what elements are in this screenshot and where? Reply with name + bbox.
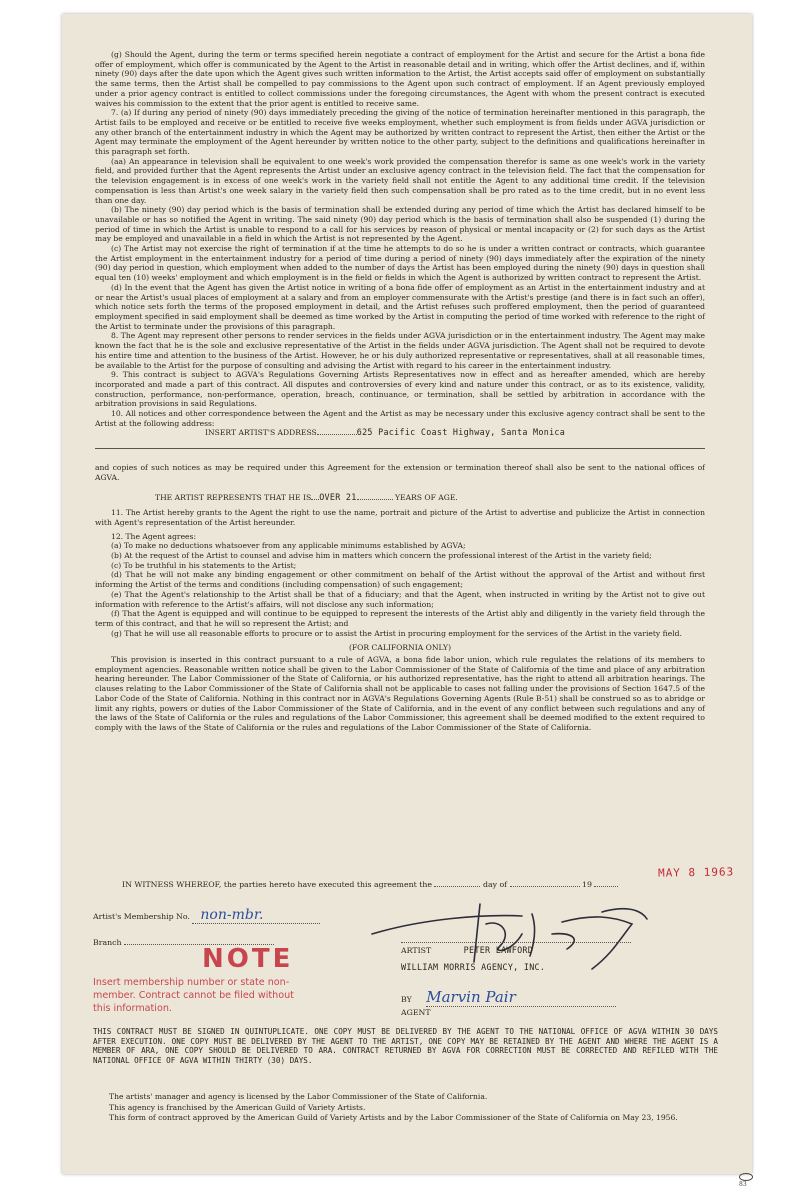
artist-name: PETER LAWFORD [463,945,534,955]
paragraph-7b: (b) The ninety (90) day period which is the basis of termination shall be extended during any period of time which the Artist has declared himself to be unavailable or has so notified the Agent in writing. The said ninety (90) day period which is the basis of termination shall also be suspended (1) during the period of time in which the Artist is unable to respond to a call for his services by reason of physical or mental incapacity or (2) for such days as the Artist may be employed and unavailable in a field in which the Artist is not represented by the Agent. [95,205,705,244]
paragraph-6g: (g) Should the Agent, during the term or terms specified herein negotiate a contract of employment for the Artist and secure for the Artist a bona fide offer of employment, which offer is communicated by the Agent to the Artist in reasonable detail and in writing, which offer the Artist declines, and if, within ninety (90) days after the date upon which the Agent gives such written information to the Artist, the Artist accepts said offer of employment on substantially the same terms, then the Artist shall be compelled to pay commissions to the Agent upon such contract of employment. If an Agent previously employed under a prior agency contract is entitled to collect commissions under the foregoing circumstances, the Agent with whom the present contract is executed waives his commission to the extent that the prior agent is entitled to receive same. [95,50,705,108]
approval-note: This form of contract approved by the American Guild of Variety Artists and by the Labor Commissioner of the State of California on May 23, 1956. [109,1113,678,1123]
paragraph-8: 8. The Agent may represent other persons to render services in the fields under AGVA jurisdiction or in the entertainment industry. The Agent may make known the fact that he is the sole and exclusive representative of the Artist in the fields under AGVA jurisdiction. The Agent shall not be required to devote his entire time and attention to the business of the Artist. However, he or his duly authorized representative or representatives, shall at all reasonable times, be available to the Artist for the purpose of consulting and advising the Artist with regard to his career in the entertainment industry. [95,331,705,370]
witness-text: IN WITNESS WHEREOF, the parties hereto have executed this agreement the [122,880,432,889]
paragraph-7d: (d) In the event that the Agent has given the Artist notice in writing of a bona fide offer of employment as an Artist in the entertainment industry and at or near the Artist's usual places of employment at a salary and from an employer commensurate with the Artist's prestige (and there is in fact such an offer), which notice sets forth the terms of the proposed employment in detail, and the Artist refuses such proffered employment, then the period of guaranteed employment specified in said employment shall be deemed as time worked by the Artist in computing the period of time worked with reference to the right of the Artist to terminate under the provisions of this paragraph. [95,282,705,331]
union-bug-icon [739,1173,753,1181]
age-label: THE ARTIST REPRESENTS THAT HE IS [155,492,312,502]
agency-name-line [401,962,545,972]
union-label [739,1173,753,1188]
contract-body [95,50,705,733]
agent-by-line [401,988,641,1007]
filing-instructions: THIS CONTRACT MUST BE SIGNED IN QUINTUPLICATE. ONE COPY MUST BE DELIVERED BY THE AGENT TO THE NATIONAL OFFICE OF AGVA WITHIN 30 DAYS AFTER EXECUTION. ONE COPY MUST BE DELIVERED BY THE AGENT TO THE ARTIST, ONE COPY MAY BE RETAINED BY THE AGENT AND WHERE THE AGENT IS A MEMBER OF ARA, ONE COPY SHOULD BE DELIVERED TO ARA. CONTRACT RETURNED BY AGVA FOR CORRECTION MUST BE CORRECTED AND REFILED WITH THE NATIONAL OFFICE OF AGVA WITHIN THIRTY (30) DAYS. [93,1027,718,1065]
paragraph-9: 9. This contract is subject to AGVA's Regulations Governing Artists Representatives now in effect and as hereafter amended, which are hereby incorporated and made a part of this contract. All disputes and controversies of every kind and nature under this contract, or as to its existence, validity, construction, performance, non-performance, operation, breach, continuance, or termination, shall be settled by arbitration in accordance with the arbitration provisions in said Regulations. [95,370,705,409]
date-stamp: MAY 8 1963 [657,865,735,880]
paragraph-12e: (e) That the Agent's relationship to the Artist shall be that of a fiduciary; and that the Agent, when instructed in writing by the Artist not to give out information with reference to the Artist's affairs, will not disclose any such information; [95,589,705,609]
age-representation [95,493,705,503]
contract-page [62,14,752,1188]
franchise-note: This agency is franchised by the American Guild of Variety Artists. [109,1102,366,1112]
address-label: INSERT ARTIST'S ADDRESS [205,428,317,438]
paragraph-10: 10. All notices and other correspondence between the Agent and the Artist as may be necessary under this exclusive agency contract shall be sent to the Artist at the following address: [95,409,705,428]
paragraph-12: 12. The Agent agrees: [111,531,197,541]
address-rule [95,448,705,449]
artist-label: ARTIST [401,946,432,955]
union-label-number: 83 [739,1181,747,1188]
membership-line [93,907,320,924]
membership-label: Artist's Membership No. [93,912,190,921]
age-value: OVER 21 [319,491,357,502]
footer-notes [93,1092,718,1124]
branch-label: Branch [93,938,122,947]
note-body: Insert membership number or state non-member. Contract cannot be filed without this information. [93,977,294,1014]
paragraph-7aa: (aa) An appearance in television shall be equivalent to one week's work provided the compensation therefor is same as one week's work in the variety field, and provided further that the Agent represents the Artist under an exclusive agency contract in the television field. The fact that the compensation for the television engagement is in excess of one week's work in the variety field shall not entitle the Agent to any additional time credit. If the television compensation is less than Artist's one week salary in the variety field then such compensation shall be pro rated as to the time credit, but in no event less than one day. [95,156,705,205]
note-title: NOTE [202,944,294,974]
witness-day-label: day of [482,880,508,889]
paragraph-12d: (d) That he will not make any binding engagement or other commitment on behalf of the Artist without the approval of the Artist and without first informing the Artist of the terms and conditions (including compensation) of such engagement; [95,570,705,590]
age-suffix: YEARS OF AGE. [395,492,458,502]
artist-address-value: 625 Pacific Coast Highway, Santa Monica [356,427,566,438]
witness-year-label: 19 [582,880,592,889]
agency-name: WILLIAM MORRIS AGENCY, INC. [401,962,546,972]
paragraph-7a: 7. (a) If during any period of ninety (90) days immediately preceding the giving of the notice of termination hereinafter mentioned in this paragraph, the Artist fails to be employed and receive or be entitled to receive five weeks employment, whether such employment is from fields under AGVA jurisdiction or any other branch of the entertainment industry in which the Agent may be authorized by written contract to represent the Artist, then either the Artist or the Agent may terminate the employment of the Agent hereunder by written notice to the other party, subject to the definitions and qualifications hereinafter in this paragraph set forth. [95,108,705,157]
artist-address-line [95,428,705,438]
agent-label: AGENT [401,1008,431,1017]
california-paragraph: This provision is inserted in this contract pursuant to a rule of AGVA, a bona fide labor union, which rule regulates the relations of its members to employment agencies. Reasonable written notice shall be given to the Labor Commissioner of the State of California of the time and place of any arbitration hearing hereunder. The Labor Commissioner of the State of California, or his authorized representative, has the right to attend all arbitration hearings. The clauses relating to the Labor Commissioner of the State of California shall not be applicable to cases not falling under the provisions of Section 1647.5 of the Labor Code of the State of California. Nothing in this contract nor in AGVA's Regulations Governing Agents (Rule B-51) shall be construed so as to abridge or limit any rights, powers or duties of the Labor Commissioner of the State of California, and in the event of any conflict between such regulations and any of the laws of the State of California or the rules and regulations of the Labor Commissioner, this agreement shall be deemed modified to the extent required to comply with the laws of the State of California or the rules and regulations of the Labor Commissioner of the State of California. [95,655,705,732]
agent-signature: Marvin Pair [426,988,616,1007]
witness-line [122,880,618,889]
copies-paragraph: and copies of such notices as may be required under this Agreement for the extension or termination thereof shall also be sent to the national offices of AGVA. [95,463,705,482]
paragraph-12b: (b) At the request of the Artist to counsel and advise him in matters which concern the professional interest of the Artist in the variety field; [111,551,652,561]
paragraph-12a: (a) To make no deductions whatsoever from any applicable minimums established by AGVA; [111,541,466,551]
california-heading: (FOR CALIFORNIA ONLY) [348,643,452,653]
paragraph-12c: (c) To be truthful in his statements to the Artist; [111,560,297,570]
membership-value: non-mbr. [192,907,320,924]
paragraph-12f: (f) That the Agent is equipped and will continue to be equipped to represent the interests of the Artist ably and diligently in the variety field through the term of this contract, and that he will so represent the Artist; and [95,609,705,628]
artist-line [401,942,631,955]
paragraph-12g: (g) That he will use all reasonable efforts to procure or to assist the Artist in procuring employment for the services of the Artist in the variety field. [111,628,682,638]
paragraph-11: 11. The Artist hereby grants to the Agent the right to use the name, portrait and picture of the Artist to advertise and publicize the Artist in connection with Agent's representation of the Artist hereunder. [95,508,705,527]
by-label: BY [401,995,412,1004]
license-note: The artists' manager and agency is licensed by the Labor Commissioner of the State of California. [109,1092,488,1101]
paragraph-7c: (c) The Artist may not exercise the right of termination if at the time he attempts to do so he is under a written contract or contracts, which guarantee the Artist employment in the entertainment industry for a period of time during a period of ninety (90) days immediately after the expiration of the ninety (90) day period in question, which employment when added to the number of days the Artist has been employed during the ninety (90) days in question shall equal ten (10) weeks' employment and which employment is in the field or fields in which the Agent is authorized by written contract to represent the Artist. [95,244,705,283]
